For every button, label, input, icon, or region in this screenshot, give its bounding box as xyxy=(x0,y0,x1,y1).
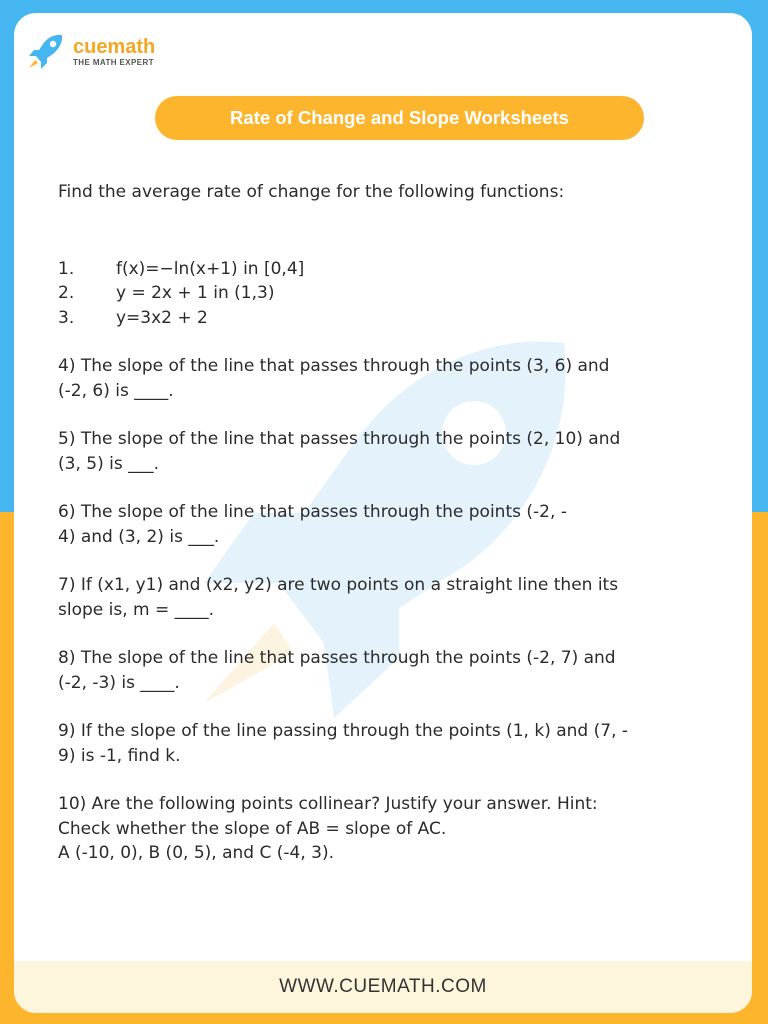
page-title: Rate of Change and Slope Worksheets xyxy=(230,107,569,128)
question-line: A (-10, 0), B (0, 5), and C (-4, 3). xyxy=(58,843,334,863)
question-line: 8) The slope of the line that passes through the points (-2, 7) and xyxy=(58,648,616,668)
list-item xyxy=(58,257,698,282)
list-number: 1. xyxy=(58,258,75,279)
list-number: 3. xyxy=(58,307,75,328)
list-text: y = 2x + 1 in (1,3) xyxy=(116,283,275,303)
question-9 xyxy=(58,719,698,768)
question-line: (3, 5) is ___. xyxy=(58,453,159,474)
function-list xyxy=(58,257,698,331)
brand-name: cuemath xyxy=(73,35,156,58)
question-line: 9) is -1, find k. xyxy=(58,745,181,766)
question-5 xyxy=(58,427,698,476)
worksheet-content xyxy=(58,180,698,890)
list-text: f(x)=−ln(x+1) in [0,4] xyxy=(116,258,305,279)
question-7 xyxy=(58,573,698,622)
question-line: (-2, 6) is ____. xyxy=(58,380,174,401)
question-line: 9) If the slope of the line passing through the points (1, k) and (7, - xyxy=(58,721,629,741)
question-10 xyxy=(58,792,698,866)
question-line: 6) The slope of the line that passes through the points (-2, - xyxy=(58,502,567,522)
question-8 xyxy=(58,646,698,695)
question-6 xyxy=(58,500,698,549)
question-line: 4) The slope of the line that passes through the points (3, 6) and xyxy=(58,356,610,376)
title-banner xyxy=(155,96,644,140)
worksheet-page xyxy=(14,13,752,1013)
list-number: 2. xyxy=(58,283,75,303)
cuemath-logo[interactable] xyxy=(26,31,155,71)
question-line: 10) Are the following points collinear? Justify your answer. Hint: xyxy=(58,794,598,814)
instructions: Find the average rate of change for the following functions: xyxy=(58,182,565,202)
question-line: Check whether the slope of AB = slope of AC. xyxy=(58,818,447,839)
question-line: slope is, m = ____. xyxy=(58,599,215,620)
footer xyxy=(14,961,752,1013)
rocket-logo-icon xyxy=(26,31,66,71)
question-4 xyxy=(58,354,698,403)
list-item xyxy=(58,306,698,331)
brand-tagline: THE MATH EXPERT xyxy=(73,57,154,67)
question-line: 4) and (3, 2) is ___. xyxy=(58,526,220,547)
list-item xyxy=(58,281,698,306)
question-line: (-2, -3) is ____. xyxy=(58,672,180,693)
question-line: 5) The slope of the line that passes through the points (2, 10) and xyxy=(58,429,621,449)
list-text: y=3x2 + 2 xyxy=(116,307,208,328)
footer-url-link[interactable]: WWW.CUEMATH.COM xyxy=(279,976,487,997)
question-line: 7) If (x1, y1) and (x2, y2) are two points on a straight line then its xyxy=(58,575,619,595)
